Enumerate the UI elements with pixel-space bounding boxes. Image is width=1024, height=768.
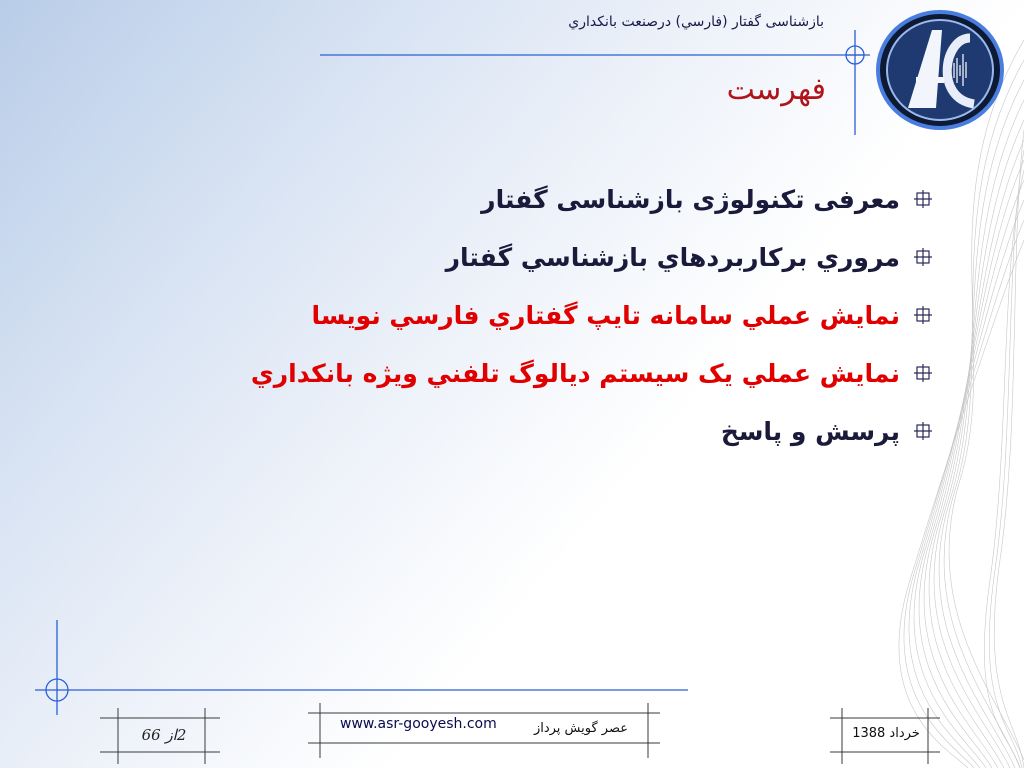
- bullet-text: نمايش عملي سامانه تايپ گفتاري فارسي نويسا: [311, 300, 900, 330]
- presentation-date: خرداد 1388: [852, 726, 920, 741]
- crosshair-bullet-icon: [914, 364, 932, 382]
- bullet-text: پرسش و پاسخ: [720, 416, 900, 446]
- bullet-item: [172, 228, 932, 286]
- presentation-title: بازشناسی گفتار (فارسي) درصنعت بانکداري: [568, 14, 824, 30]
- crosshair-bullet-icon: [914, 190, 932, 208]
- bullet-item: [172, 170, 932, 228]
- bullet-item: [172, 402, 932, 460]
- slide-title: فهرست: [726, 72, 826, 107]
- company-logo: [874, 8, 1006, 132]
- bullet-item: [172, 344, 932, 402]
- bullet-text: مروري برکاربردهاي بازشناسي گفتار: [445, 242, 900, 272]
- bullet-item: [172, 286, 932, 344]
- crosshair-bullet-icon: [914, 306, 932, 324]
- bullet-list: [172, 170, 932, 460]
- bullet-text: نمايش عملي يک سيستم ديالوگ تلفني ويژه بانکداري: [250, 358, 900, 388]
- website-link[interactable]: www.asr-gooyesh.com: [340, 716, 497, 732]
- crosshair-bullet-icon: [914, 422, 932, 440]
- page-indicator: 2از 66: [141, 726, 187, 744]
- company-name: عصر گويش پرداز: [533, 721, 628, 736]
- bullet-text: معرفی تکنولوژی بازشناسی گفتار: [481, 184, 900, 214]
- crosshair-bullet-icon: [914, 248, 932, 266]
